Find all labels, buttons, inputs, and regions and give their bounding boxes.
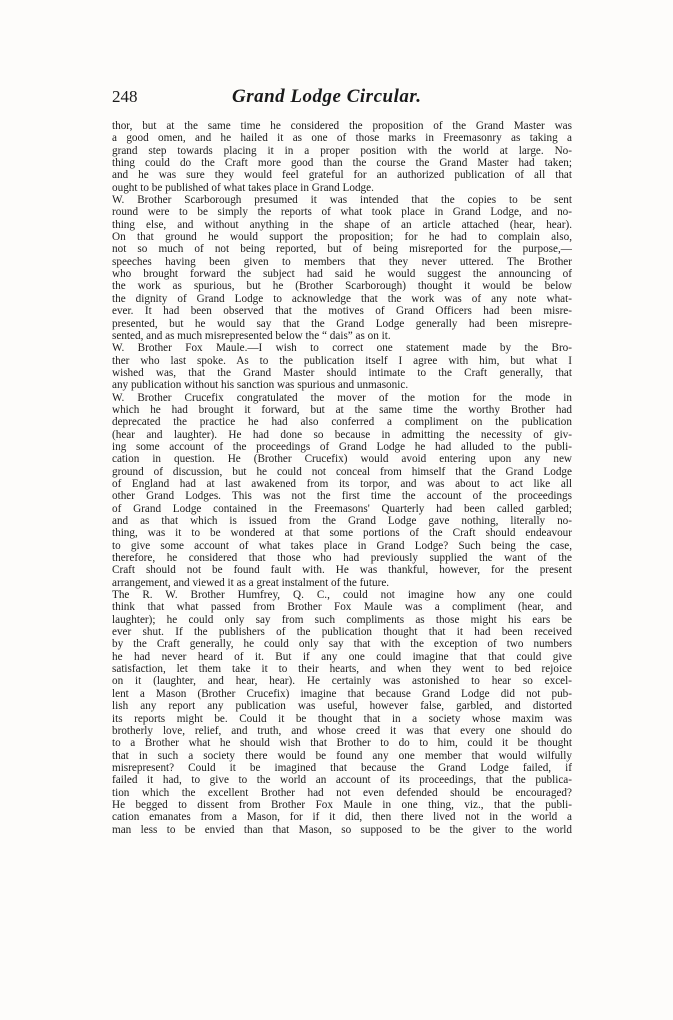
text-line: brotherly love, relief, and truth, and whose creed it was that every one should do: [112, 724, 572, 737]
text-line: cation emanates from a Mason, for if it did, then there lived not in the world a: [112, 811, 572, 824]
text-line: round were to be simply the reports of what took place in Grand Lodge, and no-: [112, 206, 572, 219]
text-line: wished was, that the Grand Master should intimate to the Craft generally, that: [112, 366, 572, 379]
text-line: cation in question. He (Brother Crucefix) would avoid entering upon any new: [112, 453, 572, 466]
text-line: to a Brother what he should wish that Brother to do to him, could it be thought: [112, 737, 572, 750]
text-line: W. Brother Scarborough presumed it was intended that the copies to be sent: [112, 194, 572, 207]
text-line: of Grand Lodge contained in the Freemasons' Quarterly had been called garbled;: [112, 502, 572, 515]
text-line: The R. W. Brother Humfrey, Q. C., could not imagine how any one could: [112, 589, 572, 602]
text-line: Craft should not be found fault with. He was thankful, however, for the present: [112, 564, 572, 577]
text-line: W. Brother Fox Maule.—I wish to correct one statement made by the Bro-: [112, 342, 572, 355]
text-line: not so much of not being reported, but of being misreported for the purpose,—: [112, 243, 572, 256]
text-line: sented, and as much misrepresented below the “ dais” as on it.: [112, 329, 391, 342]
text-line: deprecated the practice he had also conferred a compliment on the publication: [112, 416, 572, 429]
text-line: ought to be published of what takes place in Grand Lodge.: [112, 181, 374, 194]
text-line: speeches having been given to members that they never uttered. The Brother: [112, 255, 572, 268]
page-header: [112, 86, 574, 112]
text-line: therefore, he considered that those who had previously supplied the want of the: [112, 552, 572, 565]
text-line: lish any report any publication was useful, however false, garbled, and distorted: [112, 700, 572, 713]
text-line: satisfaction, let them take it to their hearts, and when they went to bed rejoice: [112, 663, 572, 676]
text-line: grand step towards placing it in a proper position with the world at large. No-: [112, 144, 572, 157]
text-line: who brought forward the subject had said he would suggest the announcing of: [112, 268, 572, 281]
text-line: ing some account of the proceedings of Grand Lodge he had alluded to the publi-: [112, 440, 572, 453]
text-line: laughter); he could only say from such compliments as those might his ears be: [112, 613, 572, 626]
text-line: thing could do the Craft more good than the course the Grand Master had taken;: [112, 157, 572, 170]
text-line: of England had at last awakened from its torpor, and was about to act like all: [112, 477, 572, 490]
text-line: arrangement, and viewed it as a great instalment of the future.: [112, 576, 390, 589]
text-line: On that ground he would support the proposition; for he had to complain also,: [112, 231, 572, 244]
text-line: ther who last spoke. As to the publication itself I agree with him, but what I: [112, 354, 572, 367]
text-line: (hear and laughter). He had done so because in admitting the necessity of giv-: [112, 428, 572, 441]
text-line: to give some account of what takes place in Grand Lodge? Such being the case,: [112, 539, 572, 552]
text-line: failed it had, to give to the world an account of its proceedings, that the publica-: [112, 774, 572, 787]
text-line: man less to be envied than that Mason, so supposed to be the giver to the world: [112, 823, 572, 836]
text-line: other Grand Lodges. This was not the first time the account of the proceedings: [112, 490, 572, 503]
text-line: think that what passed from Brother Fox Maule was a compliment (hear, and: [112, 601, 572, 614]
text-line: a good omen, and he hailed it as one of those marks in Freemasonry as taking a: [112, 132, 572, 145]
text-line: its reports might be. Could it be thought that in a society whose maxim was: [112, 712, 572, 725]
text-line: by the Craft generally, he could only say that with the exception of two numbers: [112, 638, 572, 651]
text-line: the dignity of Grand Lodge to acknowledge that the work was of any note what-: [112, 292, 572, 305]
text-line: tion which the excellent Brother had not even defended should be encouraged?: [112, 786, 572, 799]
text-line: ground of discussion, but he could not conceal from himself that the Grand Lodge: [112, 465, 572, 478]
text-line: ever. It had been observed that the motives of Grand Officers had been misre-: [112, 305, 572, 318]
text-line: thing, was it to be wondered at that some portions of the Craft should endeavour: [112, 527, 572, 540]
text-line: and as that which is issued from the Grand Lodge gave nothing, literally no-: [112, 515, 572, 527]
text-line: any publication without his sanction was spurious and unmasonic.: [112, 379, 409, 392]
running-title: Grand Lodge Circular.: [232, 86, 422, 107]
text-line: on it (laughter, and hear, hear). He certainly was astonished to hear so excel-: [112, 675, 572, 688]
text-line: the work as spurious, but he (Brother Scarborough) thought it would be below: [112, 280, 572, 293]
text-line: lent a Mason (Brother Crucefix) imagine that because Grand Lodge did not pub-: [112, 687, 572, 700]
page-number: 248: [112, 87, 138, 106]
text-line: thor, but at the same time he considered the proposition of the Grand Master was: [112, 120, 572, 132]
text-line: ever shut. If the publishers of the publication thought that it had been received: [112, 626, 572, 639]
text-line: and he was sure they would feel grateful for an authorized publication of all that: [112, 169, 572, 182]
text-line: which he had brought it forward, but at the same time the worthy Brother had: [112, 403, 572, 416]
text-line: he had never heard of it. But if any one could imagine that that could give: [112, 650, 572, 663]
text-line: W. Brother Crucefix congratulated the mover of the motion for the mode in: [112, 391, 572, 404]
text-line: misrepresent? Could it be imagined that because the Grand Lodge failed, if: [112, 761, 572, 774]
text-line: presented, but he would say that the Grand Lodge generally had been misrepre-: [112, 317, 572, 330]
text-line: that in such a society there would be found any one member that would wilfully: [112, 749, 572, 762]
text-line: He begged to dissent from Brother Fox Maule in one thing, viz., that the publi-: [112, 798, 572, 811]
text-line: thing else, and without anything in the shape of an article attached (hear, hear).: [112, 218, 572, 231]
body-text: [112, 120, 572, 836]
